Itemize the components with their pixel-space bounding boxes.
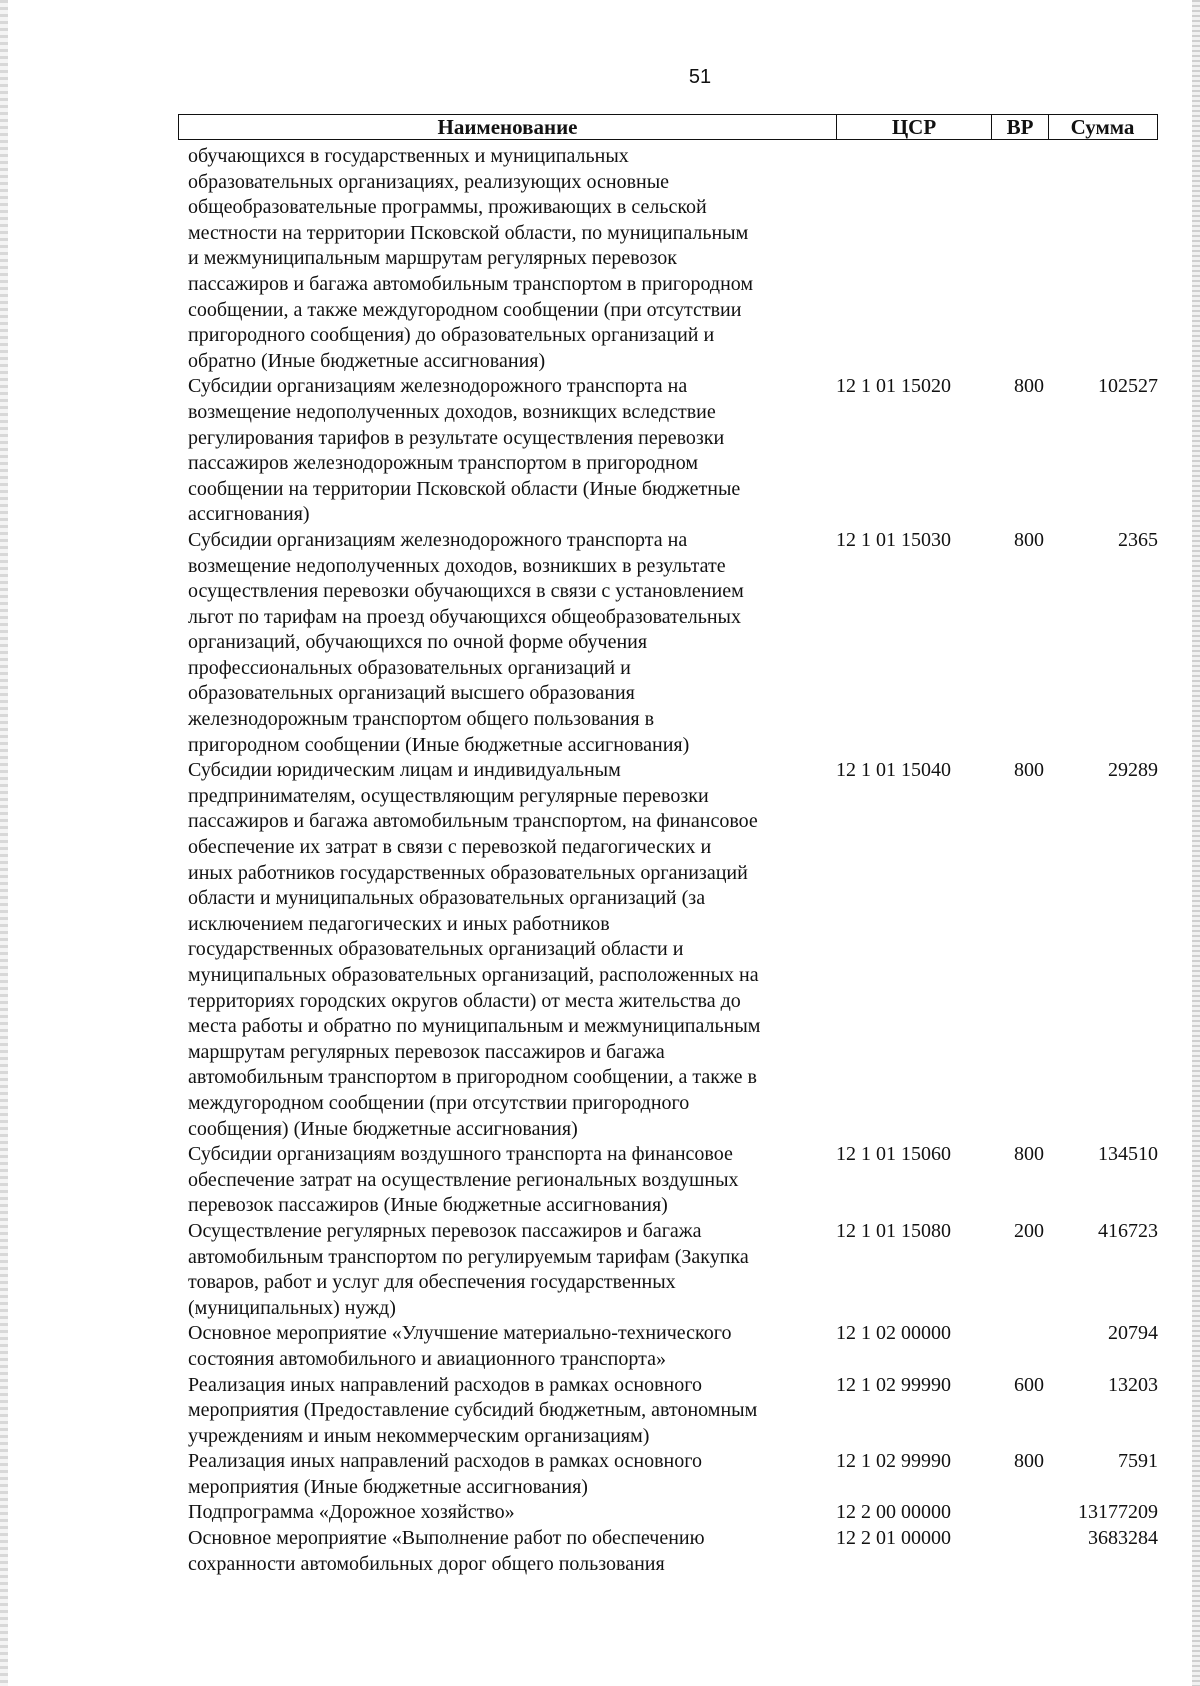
cell-name: [188, 1373, 848, 1450]
cell-sum: 3683284: [1088, 1527, 1158, 1550]
table-body: [188, 144, 1158, 1577]
name-line: пригородном сообщении (Иные бюджетные ассигнования): [188, 733, 690, 756]
cell-name: [188, 144, 848, 374]
header-name: Наименование: [179, 115, 837, 139]
cell-csr: 12 2 00 00000: [836, 1501, 951, 1524]
cell-csr: 12 1 02 99990: [836, 1450, 951, 1473]
name-line: образовательных организаций высшего образования: [188, 682, 635, 705]
cell-vr: 200: [1014, 1219, 1044, 1242]
cell-name: [188, 758, 848, 1142]
cell-csr: 12 1 01 15020: [836, 375, 951, 398]
name-line: исключением педагогических и иных работников: [188, 912, 610, 935]
cell-sum: 29289: [1108, 759, 1158, 782]
name-line: перевозок пассажиров (Иные бюджетные ассигнования): [188, 1194, 668, 1217]
name-line: Основное мероприятие «Улучшение материально-технического: [188, 1322, 732, 1345]
name-line: профессиональных образовательных организаций и: [188, 656, 631, 679]
name-line: возмещение недополученных доходов, возникщих вследствие: [188, 400, 716, 423]
name-line: Субсидии организациям железнодорожного транспорта на: [188, 375, 688, 398]
cell-vr: [998, 144, 1056, 374]
name-line: образовательных организациях, реализующих основные: [188, 170, 670, 193]
name-line: льгот по тарифам на проезд обучающихся общеобразовательных: [188, 605, 741, 628]
cell-vr: 800: [1014, 759, 1044, 782]
name-line: учреждениям и иным некоммерческим организациям): [188, 1424, 650, 1447]
table-row: [188, 1321, 1158, 1372]
name-line: пассажиров железнодорожным транспортом в пригородном: [188, 452, 699, 475]
cell-csr: 12 1 01 15060: [836, 1143, 951, 1166]
table-header: [178, 114, 1158, 140]
name-line: автомобильным транспортом в пригородном сообщении, а также в: [188, 1066, 757, 1089]
cell-sum: 7591: [1118, 1450, 1158, 1473]
header-sum: Сумма: [1070, 114, 1135, 139]
table-row: [188, 1219, 1158, 1321]
cell-csr: [836, 144, 998, 374]
table-row: [188, 1142, 1158, 1219]
cell-vr: [998, 1321, 1056, 1372]
name-line: места работы и обратно по муниципальным и межмуниципальным: [188, 1015, 761, 1038]
cell-name: [188, 1526, 848, 1577]
header-csr: ЦСР: [837, 115, 992, 139]
cell-vr: 800: [1014, 375, 1044, 398]
cell-name: [188, 374, 848, 528]
cell-csr: 12 2 01 00000: [836, 1527, 951, 1550]
name-line: обеспечение затрат на осуществление региональных воздушных: [188, 1168, 739, 1191]
name-line: железнодорожным транспортом общего пользования в: [188, 708, 655, 731]
table-row: [188, 1449, 1158, 1500]
name-line: маршрутам регулярных перевозок пассажиров и багажа: [188, 1040, 665, 1063]
name-line: Осуществление регулярных перевозок пассажиров и багажа: [188, 1219, 702, 1242]
cell-name: [188, 528, 848, 758]
cell-name: [188, 1449, 848, 1500]
name-line: Подпрограмма «Дорожное хозяйство»: [188, 1501, 515, 1524]
name-line: Субсидии юридическим лицам и индивидуальным: [188, 759, 621, 782]
name-line: Реализация иных направлений расходов в рамках основного: [188, 1373, 702, 1396]
name-line: Субсидии организациям воздушного транспорта на финансовое: [188, 1143, 733, 1166]
cell-sum: 2365: [1118, 528, 1158, 551]
table-row: [188, 758, 1158, 1142]
name-line: обеспечение их затрат в связи с перевозкой педагогических и: [188, 836, 712, 859]
cell-vr: [998, 1526, 1056, 1577]
cell-sum: 13203: [1108, 1373, 1158, 1396]
cell-vr: 600: [1014, 1373, 1044, 1396]
table-row: [188, 1500, 1158, 1526]
name-line: (муниципальных) нужд): [188, 1296, 396, 1319]
name-line: Основное мероприятие «Выполнение работ по обеспечению: [188, 1527, 705, 1550]
name-line: ассигнования): [188, 503, 310, 526]
cell-name: [188, 1219, 848, 1321]
cell-sum: 13177209: [1078, 1501, 1158, 1524]
cell-csr: 12 1 02 99990: [836, 1373, 951, 1396]
name-line: организаций, обучающихся по очной форме обучения: [188, 631, 648, 654]
name-line: мероприятия (Иные бюджетные ассигнования): [188, 1475, 588, 1498]
name-line: товаров, работ и услуг для обеспечения государственных: [188, 1271, 676, 1294]
cell-csr: 12 1 01 15040: [836, 759, 951, 782]
cell-csr: 12 1 01 15080: [836, 1219, 951, 1242]
name-line: государственных образовательных организаций области и: [188, 938, 684, 961]
name-line: автомобильным транспортом по регулируемым тарифам (Закупка: [188, 1245, 749, 1268]
scan-edge-right: [1192, 0, 1200, 1686]
name-line: сообщении, а также междугородном сообщении (при отсутствии: [188, 298, 742, 321]
table-row: [188, 144, 1158, 374]
name-line: пассажиров и багажа автомобильным транспортом, на финансовое: [188, 810, 758, 833]
table-row: [188, 374, 1158, 528]
cell-name: [188, 1142, 848, 1219]
cell-vr: 800: [1014, 1450, 1044, 1473]
name-line: Реализация иных направлений расходов в рамках основного: [188, 1450, 702, 1473]
name-line: сохранности автомобильных дорог общего пользования: [188, 1552, 665, 1575]
cell-sum: 20794: [1108, 1322, 1158, 1345]
cell-vr: 800: [1014, 1143, 1044, 1166]
cell-csr: 12 1 01 15030: [836, 528, 951, 551]
name-line: пассажиров и багажа автомобильным транспортом в пригородном: [188, 272, 754, 295]
name-line: обучающихся в государственных и муниципальных: [188, 145, 629, 167]
name-line: сообщении на территории Псковской области (Иные бюджетные: [188, 477, 741, 500]
name-line: обратно (Иные бюджетные ассигнования): [188, 349, 546, 372]
name-line: и межмуниципальным маршрутам регулярных перевозок: [188, 247, 678, 270]
table-row: [188, 1373, 1158, 1450]
name-line: местности на территории Псковской области, по муниципальным: [188, 221, 749, 244]
cell-sum: 134510: [1098, 1143, 1158, 1166]
name-line: состояния автомобильного и авиационного транспорта»: [188, 1347, 666, 1370]
name-line: междугородном сообщении (при отсутствии пригородного: [188, 1091, 690, 1114]
name-line: регулирования тарифов в результате осуществления перевозки: [188, 426, 725, 449]
cell-sum: [1056, 144, 1158, 374]
name-line: мероприятия (Предоставление субсидий бюджетным, автономным: [188, 1399, 758, 1422]
name-line: осуществления перевозки обучающихся в связи с установлением: [188, 580, 744, 603]
cell-sum: 416723: [1098, 1219, 1158, 1242]
cell-name: [188, 1321, 848, 1372]
name-line: общеобразовательные программы, проживающих в сельской: [188, 196, 707, 219]
scan-edge-left: [0, 0, 8, 1686]
header-vr: ВР: [992, 115, 1049, 139]
table-row: [188, 1526, 1158, 1577]
cell-name: [188, 1500, 848, 1526]
cell-sum: 102527: [1098, 375, 1158, 398]
cell-vr: [998, 1500, 1056, 1526]
name-line: возмещение недополученных доходов, возникших в результате: [188, 554, 726, 577]
cell-vr: 800: [1014, 528, 1044, 551]
name-line: территориях городских округов области) от места жительства до: [188, 989, 741, 1012]
table-row: [188, 528, 1158, 758]
name-line: иных работников государственных образовательных организаций: [188, 861, 748, 884]
name-line: Субсидии организациям железнодорожного транспорта на: [188, 528, 688, 551]
name-line: области и муниципальных образовательных организаций (за: [188, 887, 706, 910]
name-line: пригородного сообщения) до образовательных организаций и: [188, 324, 715, 347]
page-number: 51: [688, 66, 712, 88]
cell-csr: 12 1 02 00000: [836, 1322, 951, 1345]
name-line: сообщения) (Иные бюджетные ассигнования): [188, 1117, 578, 1140]
name-line: предпринимателям, осуществляющим регулярные перевозки: [188, 784, 709, 807]
name-line: муниципальных образовательных организаций, расположенных на: [188, 964, 759, 986]
